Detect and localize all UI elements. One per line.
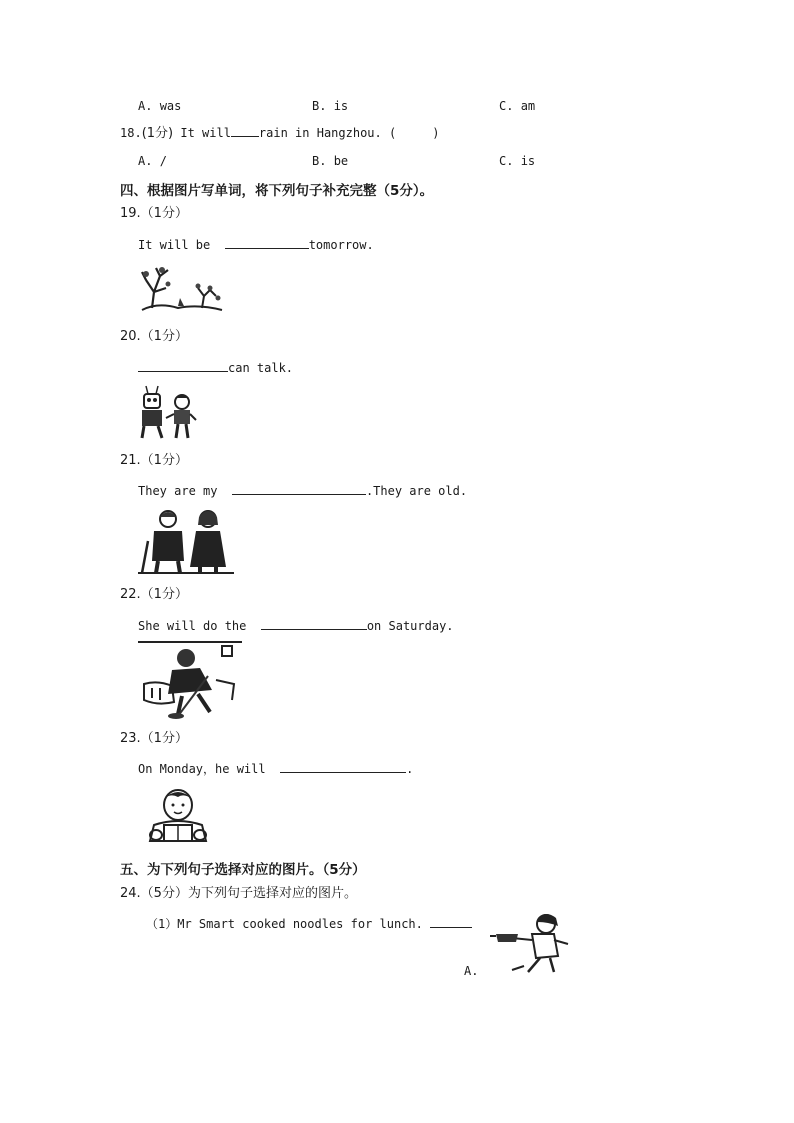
q22-header: 22.（1分） <box>120 587 188 602</box>
q24-item-1: （1）Mr Smart cooked noodles for lunch. <box>146 915 472 932</box>
q20-sentence: can talk. <box>138 359 293 376</box>
section-5-title: 五、为下列句子选择对应的图片。（5分） <box>120 862 366 878</box>
q23-sentence: On Monday，he will . <box>138 762 414 776</box>
q21-blank[interactable] <box>232 482 366 495</box>
q18-option-c: C. is <box>499 154 536 168</box>
q24-option-a-label: A. <box>464 964 479 978</box>
q22-sentence: She will do the on Saturday. <box>138 619 454 633</box>
q18-option-b: B. be <box>312 154 349 168</box>
q20-header: 20.（1分） <box>120 329 188 344</box>
q17-option-c: C. am <box>499 99 536 113</box>
cooking-picture <box>488 912 572 974</box>
q19-sentence: It will be tomorrow. <box>138 238 374 252</box>
boy-reading-picture <box>140 785 216 845</box>
snowy-tree-picture <box>138 262 224 314</box>
section-4-title: 四、根据图片写单词，将下列句子补充完整（5分）。 <box>120 183 434 199</box>
q19-header: 19.（1分） <box>120 206 188 221</box>
q24-item-1-blank[interactable] <box>430 915 472 928</box>
q18-option-a: A. / <box>138 154 167 168</box>
q23-header: 23.（1分） <box>120 731 188 746</box>
q19-blank[interactable] <box>225 236 309 249</box>
grandparents-picture <box>138 505 234 575</box>
housework-picture <box>138 640 242 720</box>
q24-header: 24.（5分）为下列句子选择对应的图片。 <box>120 886 357 901</box>
q18-stem: 18.(1分) It will rain in Hangzhou. ( ) <box>120 126 440 141</box>
q21-header: 21.（1分） <box>120 453 188 468</box>
q18-blank[interactable] <box>231 124 259 137</box>
q17-option-a: A. was <box>138 99 182 113</box>
q17-option-b: B. is <box>312 99 349 113</box>
q23-blank[interactable] <box>280 760 406 773</box>
robot-and-boy-picture <box>138 384 200 440</box>
q21-sentence: They are my .They are old. <box>138 484 468 498</box>
q22-blank[interactable] <box>261 617 367 630</box>
q20-blank[interactable] <box>138 359 228 372</box>
